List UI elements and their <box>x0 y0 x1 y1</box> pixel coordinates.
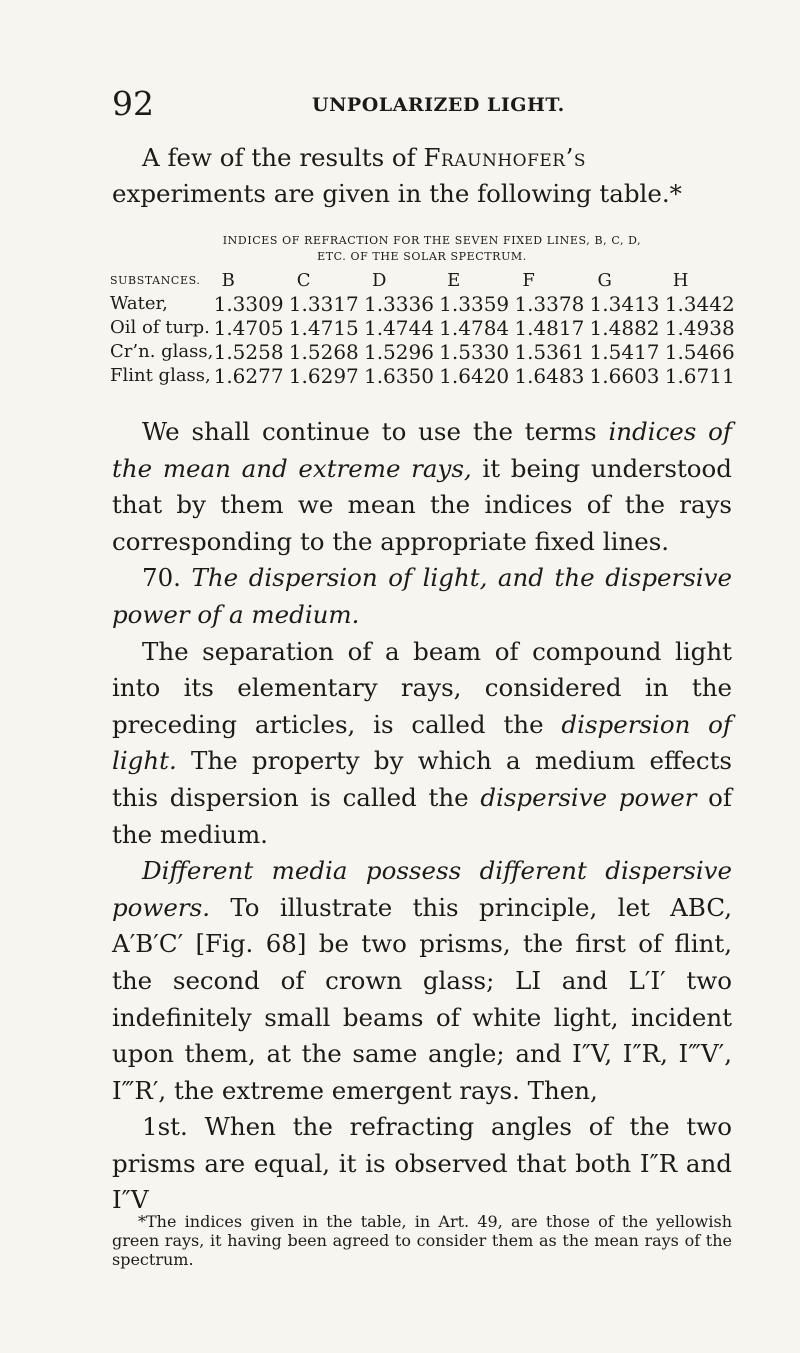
page-header <box>112 84 732 124</box>
column-header: H <box>672 269 689 291</box>
table-caption-line2: ETC. OF THE SOLAR SPECTRUM. <box>317 250 527 263</box>
text-run: The property by which a medium effects this dispersion is called the <box>112 746 732 812</box>
text-run: 1st. When the refracting angles of the two prisms are equal, it is observed that both I″R and I″V <box>112 1112 732 1215</box>
section-heading <box>112 560 732 633</box>
index-value: 1.3378 <box>514 292 585 316</box>
index-value: 1.5258 <box>213 340 284 364</box>
index-value: 1.3336 <box>363 292 434 316</box>
text-run: The separation of a beam of compound light into its elementary rays, considered in the preceding articles, is called the <box>112 636 732 739</box>
substance-name: Oil of turp. <box>110 317 210 338</box>
index-value: 1.3309 <box>213 292 284 316</box>
paragraph-different-media <box>112 853 732 1109</box>
intro-name: Fraunhofer’s <box>423 143 587 172</box>
index-value: 1.3413 <box>589 292 660 316</box>
column-header: D <box>371 269 387 291</box>
paragraph-dispersion <box>112 634 732 854</box>
table-header-row <box>110 268 740 292</box>
footnote <box>112 1212 732 1269</box>
substance-name: Water, <box>110 293 168 314</box>
page-number: 92 <box>112 84 154 123</box>
paragraph-first <box>112 1109 732 1219</box>
table-caption-line1: INDICES OF REFRACTION FOR THE SEVEN FIXED LINES, B, C, D, <box>222 234 642 247</box>
column-header: C <box>296 269 311 291</box>
index-value: 1.6277 <box>213 364 284 388</box>
index-value: 1.6483 <box>514 364 585 388</box>
emphasis: dispersive power <box>480 782 697 812</box>
index-value: 1.4784 <box>439 316 510 340</box>
section-title: The dispersion of light, and the dispersive power of a medium. <box>112 563 732 629</box>
index-value: 1.6603 <box>589 364 660 388</box>
table-row <box>110 292 740 316</box>
paragraph-terms <box>112 414 732 560</box>
intro-paragraph <box>112 140 732 212</box>
index-value: 1.3359 <box>439 292 510 316</box>
index-value: 1.3317 <box>288 292 359 316</box>
index-value: 1.5330 <box>439 340 510 364</box>
index-value: 1.5417 <box>589 340 660 364</box>
index-value: 1.4882 <box>589 316 660 340</box>
table-row <box>110 340 740 364</box>
column-header: E <box>447 269 461 291</box>
index-value: 1.6711 <box>664 364 735 388</box>
index-value: 1.5361 <box>514 340 585 364</box>
intro-after: experiments are given in the following table.* <box>112 179 682 208</box>
index-value: 1.6297 <box>288 364 359 388</box>
table-caption <box>112 233 732 265</box>
index-value: 1.3442 <box>664 292 735 316</box>
intro-before: A few of the results of <box>142 143 424 172</box>
column-header: G <box>597 269 612 291</box>
emphasis: indices of the mean and extreme rays, <box>112 417 732 483</box>
table-row <box>110 364 740 388</box>
text-run: it being understood that by them we mean the indices of the rays corresponding to the appropriate fixed lines. <box>112 453 732 556</box>
table-row <box>110 316 740 340</box>
column-header: F <box>522 269 535 291</box>
index-value: 1.4715 <box>288 316 359 340</box>
substance-name: Cr’n. glass, <box>110 341 214 362</box>
column-header: B <box>221 269 235 291</box>
emphasis: Different media possess different dispersive powers. <box>112 856 732 922</box>
index-value: 1.6420 <box>439 364 510 388</box>
substance-name: Flint glass, <box>110 365 211 386</box>
index-value: 1.6350 <box>363 364 434 388</box>
index-value: 1.4744 <box>363 316 434 340</box>
substances-header: SUBSTANCES. <box>110 273 201 287</box>
running-head: UNPOLARIZED LIGHT. <box>312 94 565 116</box>
index-value: 1.5466 <box>664 340 735 364</box>
section-number: 70. <box>142 563 192 593</box>
index-value: 1.4817 <box>514 316 585 340</box>
emphasis: dispersion of light. <box>112 709 733 776</box>
text-run: To illustrate this principle, let ABC, A′B′C′ [Fig. 68] be two prisms, the first of flint, the second of crown glass; LI and L′I′ two indefinitely small beams of white light, incident upon them, at the same angle; and I″V, I″R, I‴V′, I‴R′, the extreme emergent rays. Then, <box>112 892 732 1105</box>
text-run: of the medium. <box>112 782 732 849</box>
footnote-text: *The indices given in the table, in Art. 49, are those of the yellowish green rays, it having been agreed to consider them as the mean rays of the spectrum. <box>112 1212 732 1269</box>
index-value: 1.4938 <box>664 316 735 340</box>
body-text <box>112 414 732 1219</box>
refraction-table <box>110 268 740 388</box>
index-value: 1.5268 <box>288 340 359 364</box>
text-run: We shall continue to use the terms <box>142 417 609 446</box>
index-value: 1.5296 <box>363 340 434 364</box>
index-value: 1.4705 <box>213 316 284 340</box>
